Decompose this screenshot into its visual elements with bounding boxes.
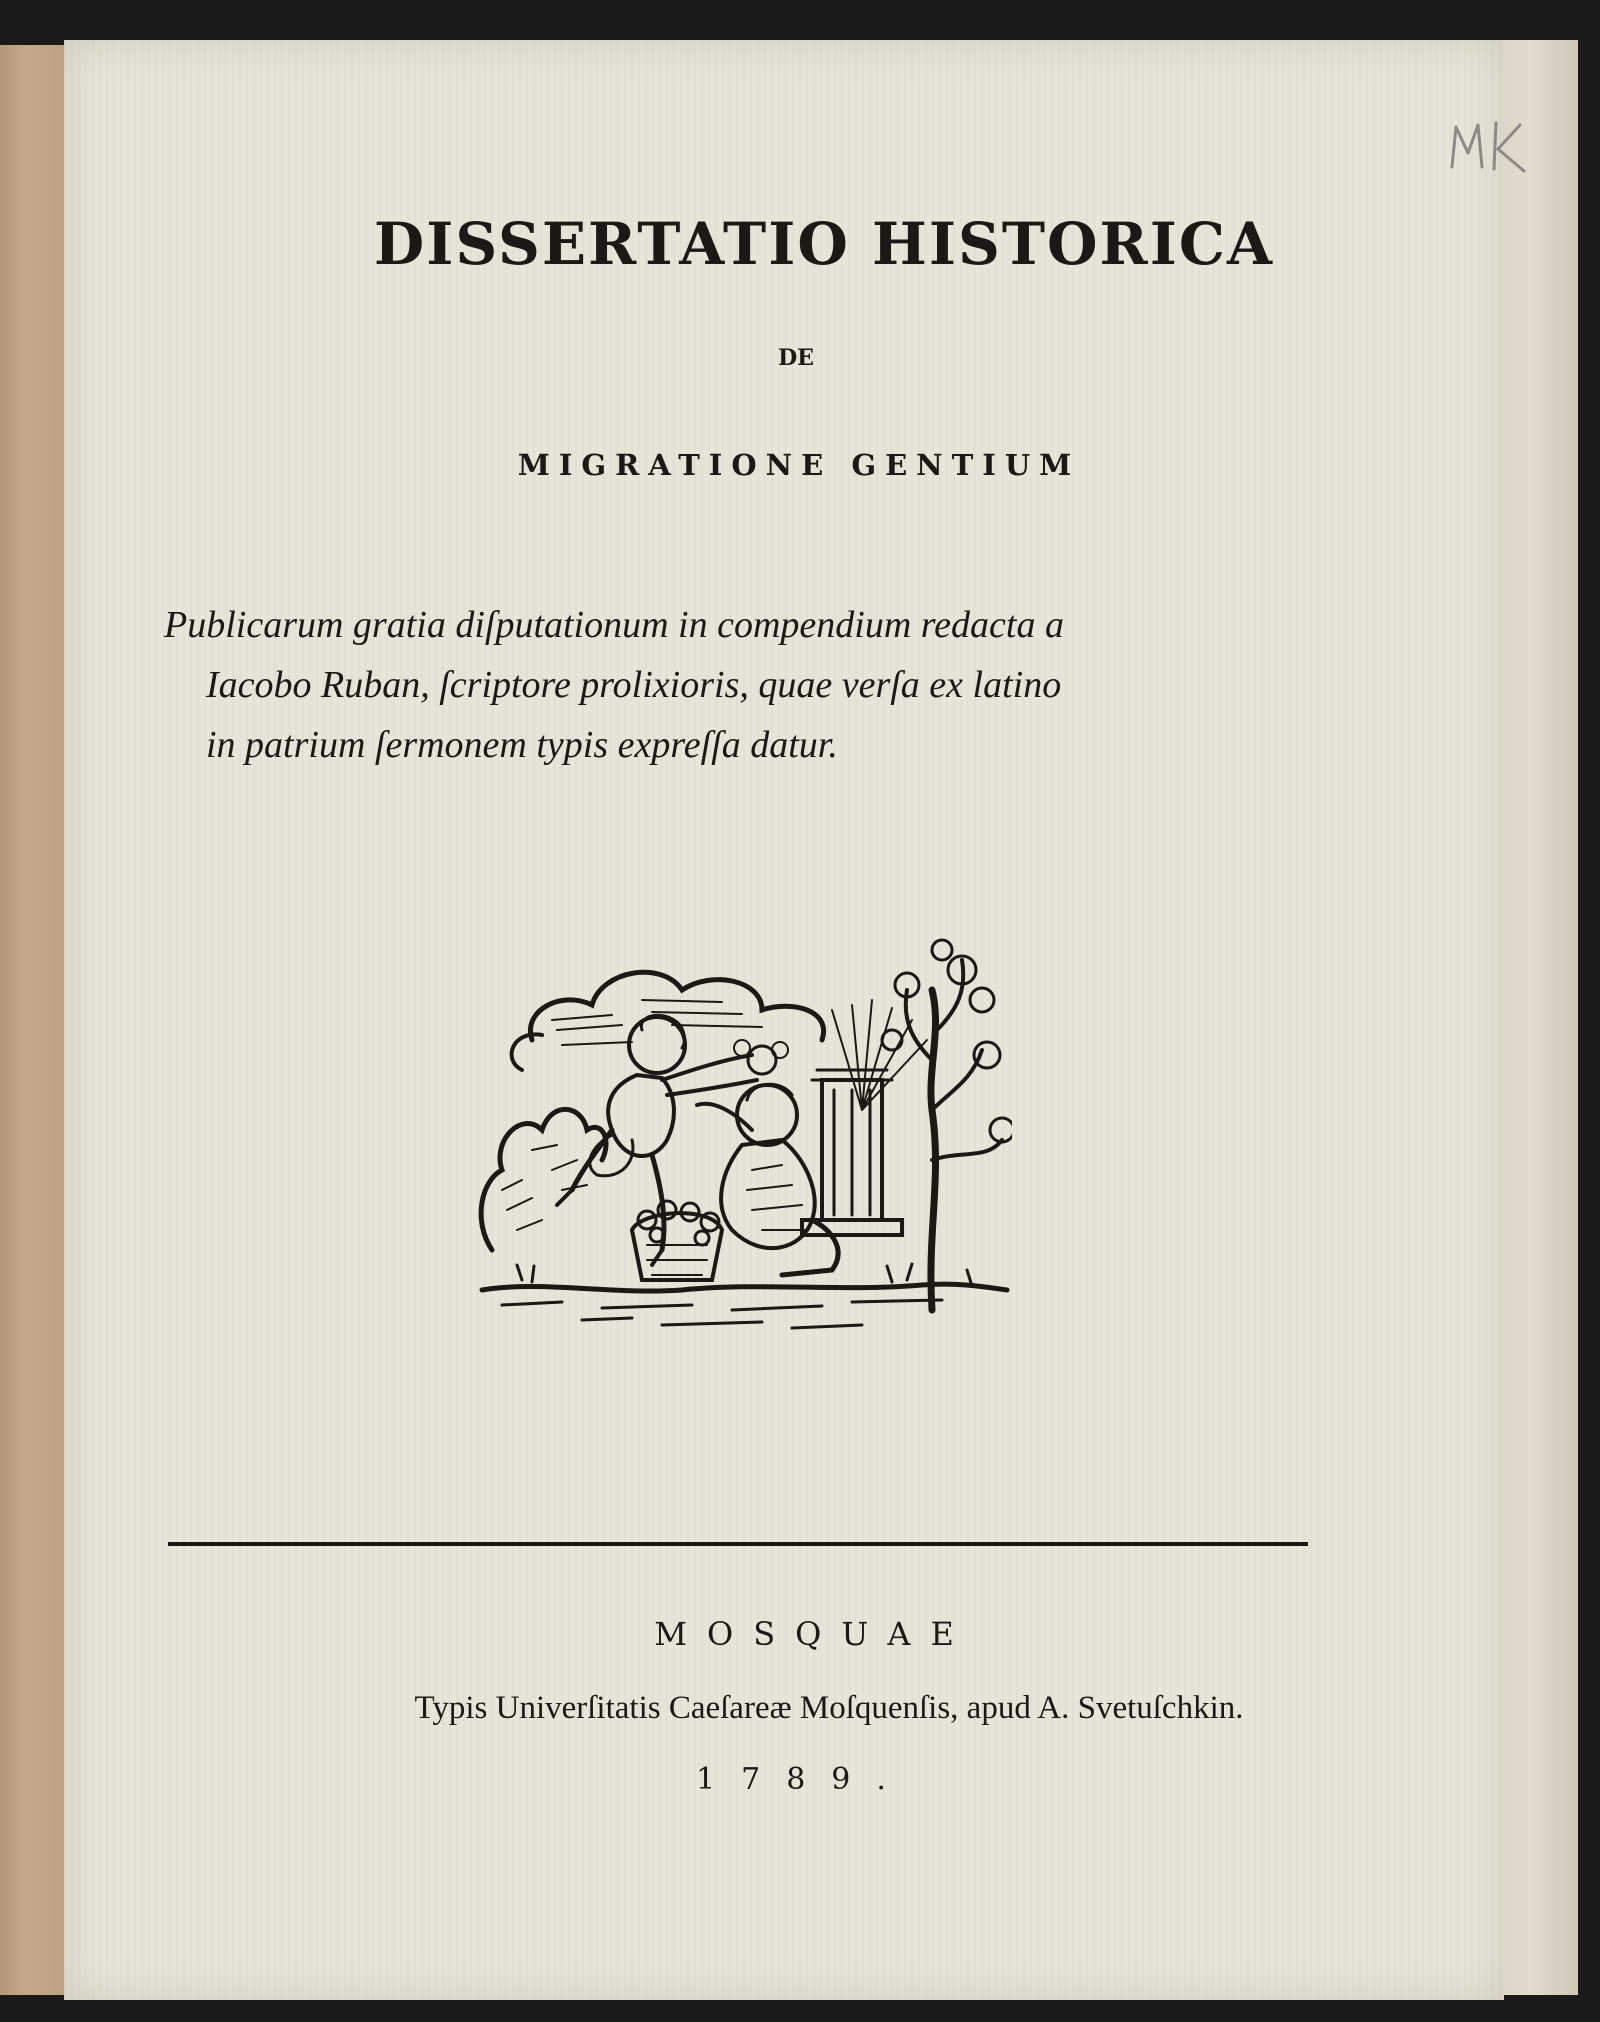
book-board	[0, 45, 68, 1995]
description-line: Iacobo Ruban, ſcriptore prolixioris, quae verſa ex latino	[206, 664, 1062, 706]
imprint-year: 1789.	[696, 1762, 912, 1797]
title-connector: DE	[778, 345, 814, 371]
title-page	[64, 40, 1504, 2000]
description-block	[164, 595, 1364, 775]
imprint-city: MOSQUAE	[654, 1615, 974, 1653]
page-subtitle: MIGRATIONE GENTIUM	[517, 448, 1081, 482]
page-title: DISSERTATIO HISTORICA	[373, 210, 1275, 278]
library-mark-icon	[1444, 115, 1534, 175]
cherubs-engraving-icon	[462, 930, 1012, 1350]
description-line: Publicarum gratia diſputationum in compendium redacta a	[164, 604, 1064, 646]
imprint-printer: Typis Univerſitatis Caeſareæ Moſquenſis, apud A. Svetuſchkin.	[414, 1690, 1244, 1726]
horizontal-rule	[168, 1542, 1308, 1546]
description-line: in patrium ſermonem typis expreſſa datur.	[206, 724, 838, 766]
